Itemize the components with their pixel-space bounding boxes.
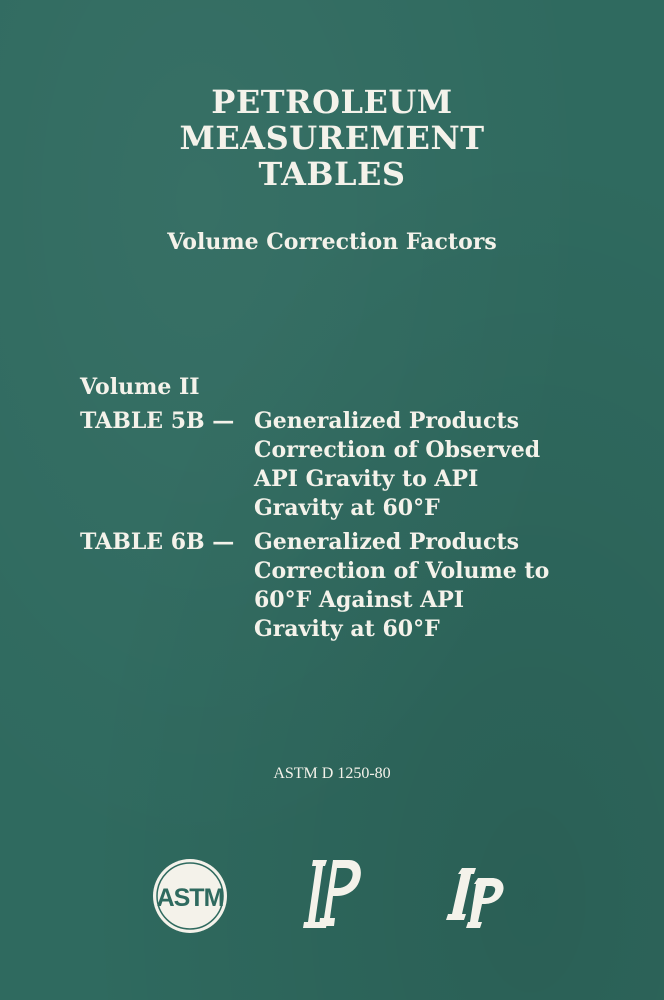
ip-logo: [297, 856, 367, 938]
volume-label: Volume II: [80, 374, 200, 400]
table-description-line: 60°F Against API: [254, 587, 465, 613]
ip-italic-logo-text: IP: [474, 934, 476, 935]
astm-logo: [150, 856, 230, 936]
table-description-line: Gravity at 60°F: [254, 495, 440, 521]
astm-logo-text: ASTM: [156, 884, 224, 912]
table-label: TABLE 6B —: [80, 529, 235, 555]
title-line-2: MEASUREMENT: [179, 119, 485, 157]
table-description-line: API Gravity to API: [254, 466, 479, 492]
table-description-line: Generalized Products: [254, 529, 519, 555]
table-description: [254, 407, 540, 523]
table-description-line: Gravity at 60°F: [254, 616, 440, 642]
title-line-1: PETROLEUM: [211, 83, 453, 121]
cover-subtitle: Volume Correction Factors: [167, 229, 497, 255]
standard-designation: ASTM D 1250-80: [273, 765, 391, 782]
table-description-line: Generalized Products: [254, 408, 519, 434]
table-label: TABLE 5B —: [80, 408, 235, 434]
cover-title: [0, 84, 664, 192]
title-line-3: TABLES: [258, 155, 406, 193]
table-description-line: Correction of Volume to: [254, 558, 550, 584]
ip-italic-logo: [440, 856, 510, 936]
ip-logo-text: IP: [331, 936, 333, 937]
table-description-line: Correction of Observed: [254, 437, 541, 463]
table-description: [254, 528, 549, 644]
